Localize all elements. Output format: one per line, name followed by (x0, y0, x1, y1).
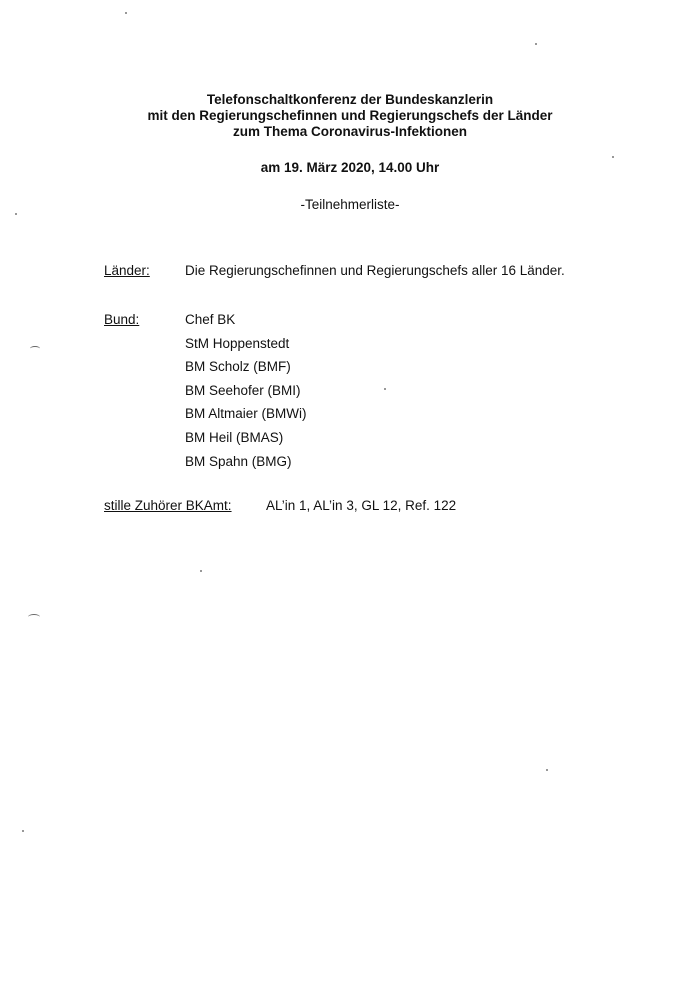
list-item: BM Seehofer (BMI) (185, 382, 301, 398)
scan-speck (384, 388, 386, 390)
scan-speck (546, 769, 548, 771)
stille-zuhoerer-label: stille Zuhörer BKAmt: (104, 498, 232, 513)
list-item: BM Spahn (BMG) (185, 453, 292, 469)
document-title (0, 92, 700, 140)
list-item: StM Hoppenstedt (185, 335, 290, 351)
stille-zuhoerer-value: AL’in 1, AL’in 3, GL 12, Ref. 122 (266, 498, 457, 513)
title-line-2: mit den Regierungschefinnen und Regierungschefs der Länder (147, 108, 553, 123)
list-item: Chef BK (185, 312, 236, 327)
list-item: BM Scholz (BMF) (185, 359, 291, 375)
scan-speck (535, 43, 537, 45)
scan-speck (200, 570, 202, 572)
bund-participant-list (185, 312, 307, 477)
conference-date: am 19. März 2020, 14.00 Uhr (260, 160, 440, 175)
bund-label: Bund: (104, 312, 140, 327)
scan-mark (28, 614, 40, 620)
list-item: BM Heil (BMAS) (185, 429, 284, 445)
scan-mark (30, 346, 40, 351)
laender-label: Länder: (104, 263, 150, 278)
title-line-1: Telefonschaltkonferenz der Bundeskanzlerin (206, 92, 494, 107)
scan-speck (22, 830, 24, 832)
scan-speck (125, 12, 127, 14)
scan-speck (612, 156, 614, 158)
laender-value: Die Regierungschefinnen und Regierungschefs aller 16 Länder. (185, 263, 565, 278)
scan-speck (15, 213, 17, 215)
participant-list-subtitle: -Teilnehmerliste- (300, 197, 400, 212)
list-item: BM Altmaier (BMWi) (185, 406, 307, 422)
title-line-3: zum Thema Coronavirus-Infektionen (232, 124, 468, 139)
